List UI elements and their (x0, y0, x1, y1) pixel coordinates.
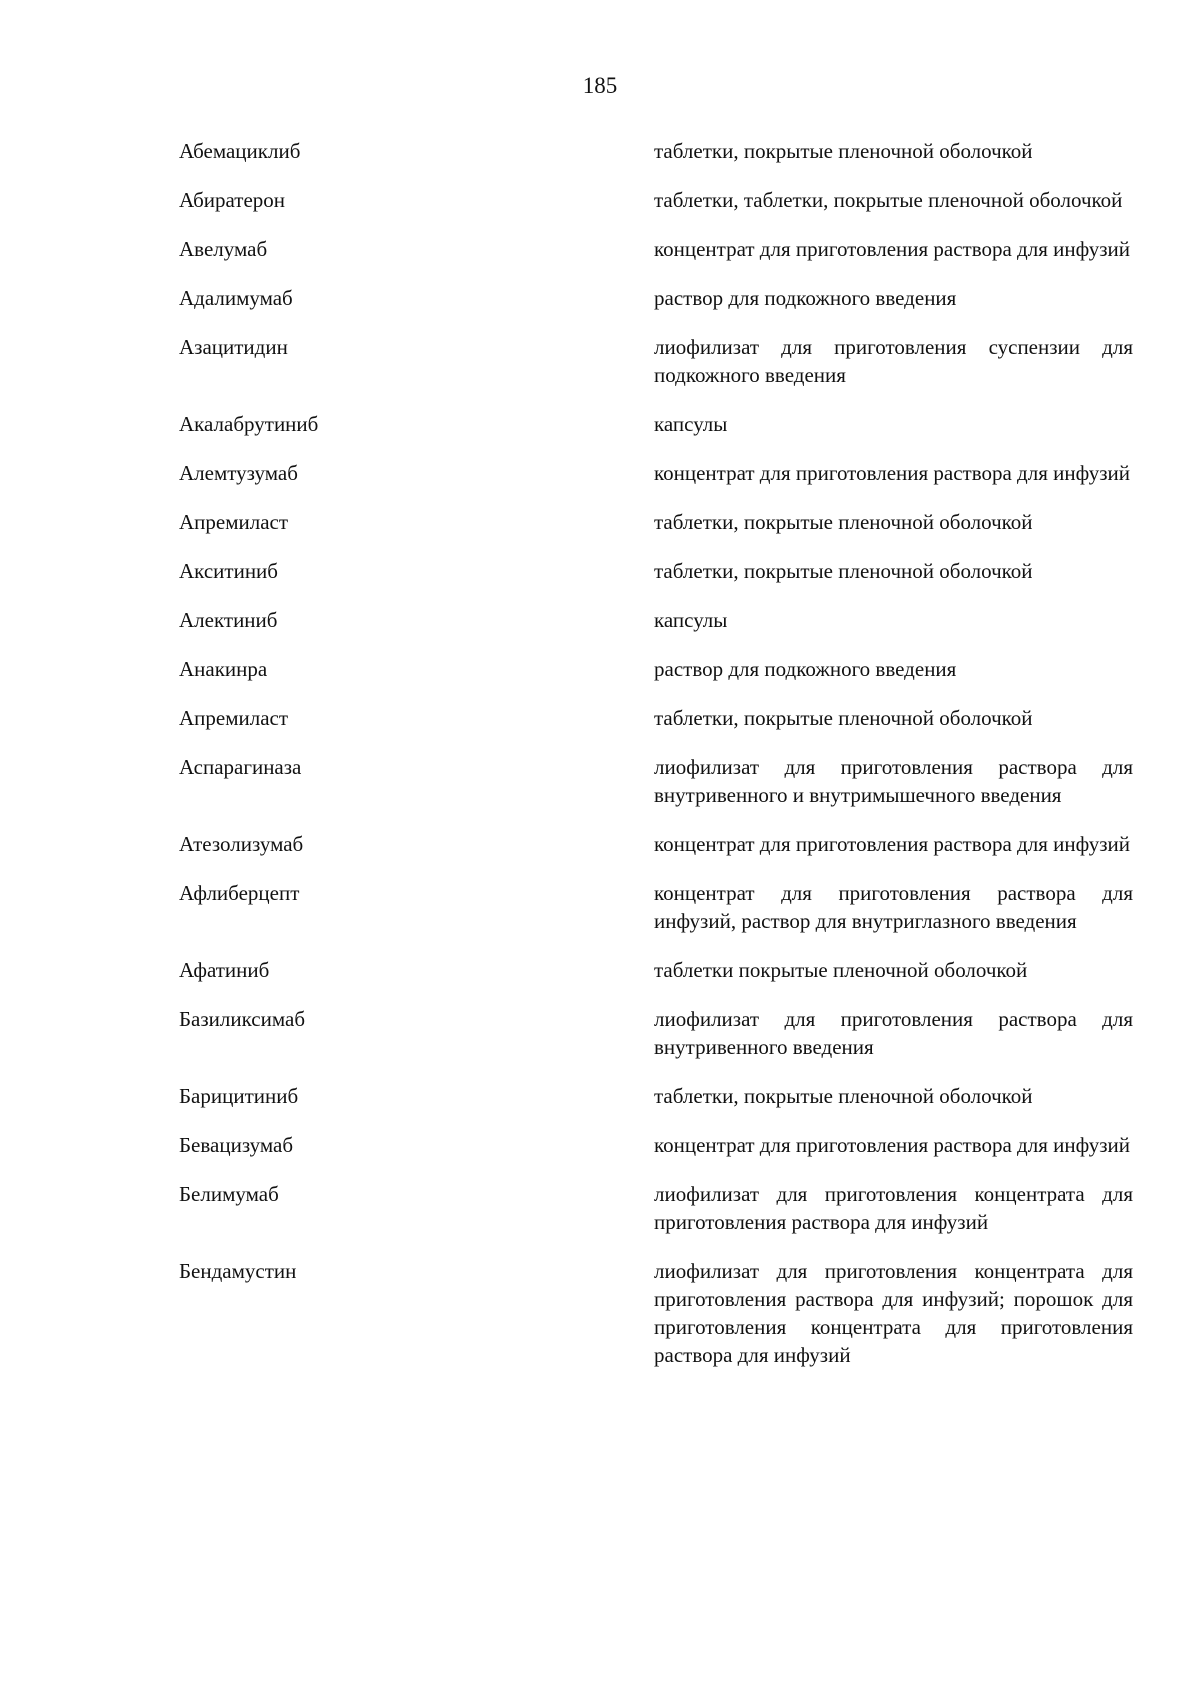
drug-name: Акситиниб (179, 559, 278, 583)
list-item (179, 137, 1134, 165)
drug-name: Адалимумаб (179, 286, 293, 310)
dosage-form: таблетки, покрытые пленочной оболочкой (654, 559, 1033, 583)
drug-name: Авелумаб (179, 237, 268, 261)
drug-name: Атезолизумаб (179, 832, 304, 856)
list-item (179, 606, 1134, 634)
drug-name: Аспарагиназа (179, 755, 302, 779)
dosage-form: концентрат для приготовления раствора для инфузий, раствор для внутриглазного введения (654, 881, 1133, 933)
drug-list (179, 137, 1134, 1390)
drug-name: Азацитидин (179, 335, 288, 359)
dosage-form: раствор для подкожного введения (654, 657, 957, 681)
drug-name: Абиратерон (179, 188, 286, 212)
list-item (179, 655, 1134, 683)
drug-name: Алемтузумаб (179, 461, 298, 485)
dosage-form: таблетки покрытые пленочной оболочкой (654, 958, 1028, 982)
dosage-form: лиофилизат для приготовления суспензии для подкожного введения (654, 335, 1133, 387)
drug-name: Апремиласт (179, 706, 289, 730)
list-item (179, 186, 1134, 214)
dosage-form: капсулы (654, 412, 728, 436)
list-item (179, 459, 1134, 487)
dosage-form: концентрат для приготовления раствора для инфузий (654, 461, 1130, 485)
drug-name: Алектиниб (179, 608, 278, 632)
dosage-form: концентрат для приготовления раствора для инфузий (654, 832, 1130, 856)
list-item (179, 410, 1134, 438)
list-item (179, 1131, 1134, 1159)
drug-name: Анакинра (179, 657, 268, 681)
dosage-form: лиофилизат для приготовления раствора для внутривенного и внутримышечного введения (654, 755, 1133, 807)
list-item (179, 235, 1134, 263)
dosage-form: таблетки, таблетки, покрытые пленочной оболочкой (654, 188, 1123, 212)
drug-name: Базиликсимаб (179, 1007, 306, 1031)
drug-name: Афатиниб (179, 958, 270, 982)
list-item (179, 879, 1134, 935)
dosage-form: лиофилизат для приготовления раствора для внутривенного введения (654, 1007, 1133, 1059)
list-item (179, 1082, 1134, 1110)
list-item (179, 956, 1134, 984)
dosage-form: капсулы (654, 608, 728, 632)
drug-name: Бевацизумаб (179, 1133, 294, 1157)
dosage-form: таблетки, покрытые пленочной оболочкой (654, 510, 1033, 534)
dosage-form: таблетки, покрытые пленочной оболочкой (654, 139, 1033, 163)
list-item (179, 1180, 1134, 1236)
list-item (179, 1257, 1134, 1369)
list-item (179, 557, 1134, 585)
drug-name: Абемациклиб (179, 139, 301, 163)
drug-name: Белимумаб (179, 1182, 279, 1206)
dosage-form: таблетки, покрытые пленочной оболочкой (654, 1084, 1033, 1108)
drug-name: Апремиласт (179, 510, 289, 534)
drug-name: Акалабрутиниб (179, 412, 319, 436)
dosage-form: таблетки, покрытые пленочной оболочкой (654, 706, 1033, 730)
drug-name: Бендамустин (179, 1259, 297, 1283)
list-item (179, 830, 1134, 858)
dosage-form: раствор для подкожного введения (654, 286, 957, 310)
drug-name: Афлиберцепт (179, 881, 300, 905)
list-item (179, 753, 1134, 809)
drug-name: Барицитиниб (179, 1084, 299, 1108)
page-number: 185 (582, 73, 618, 98)
list-item (179, 333, 1134, 389)
dosage-form: концентрат для приготовления раствора для инфузий (654, 237, 1130, 261)
dosage-form: лиофилизат для приготовления концентрата для приготовления раствора для инфузий; порошок для приготовления концентрата для приготовления раствора для инфузий (654, 1259, 1133, 1367)
list-item (179, 704, 1134, 732)
list-item (179, 284, 1134, 312)
list-item (179, 1005, 1134, 1061)
list-item (179, 508, 1134, 536)
dosage-form: лиофилизат для приготовления концентрата для приготовления раствора для инфузий (654, 1182, 1133, 1234)
dosage-form: концентрат для приготовления раствора для инфузий (654, 1133, 1130, 1157)
